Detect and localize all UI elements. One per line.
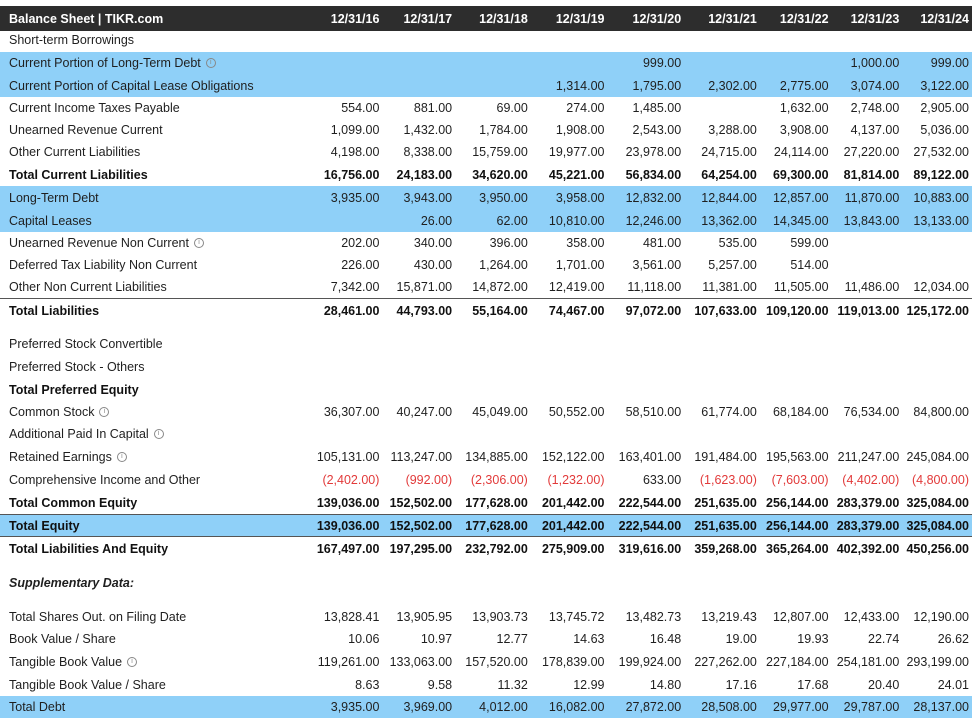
value-cell: 68,184.00 <box>772 405 829 419</box>
value-cell: 1,314.00 <box>555 78 605 93</box>
value-cell: 10,883.00 <box>913 190 969 205</box>
value-cell: 202.00 <box>341 236 380 250</box>
row-label <box>0 79 309 93</box>
row-label <box>0 191 309 205</box>
value-cell: 9.58 <box>427 677 453 692</box>
value-cell: 999.00 <box>930 56 969 70</box>
table-row-long-term-debt[interactable] <box>0 186 972 209</box>
table-row-supplementary-data[interactable] <box>0 571 972 595</box>
value-cell: 3,935.00 <box>330 700 380 714</box>
value-cell: 45,221.00 <box>548 167 605 182</box>
value-cell: 12,433.00 <box>843 609 900 624</box>
value-cell: 1,485.00 <box>632 101 682 115</box>
value-cell: 2,905.00 <box>920 101 969 115</box>
year-header[interactable]: 12/31/24 <box>920 11 969 26</box>
table-row-comprehensive-income-and-other[interactable] <box>0 468 972 491</box>
value-cell: 11.32 <box>497 677 528 692</box>
value-cell: 340.00 <box>413 236 453 250</box>
value-cell: 97,072.00 <box>625 303 682 318</box>
value-cell: 283,379.00 <box>836 518 900 533</box>
table-row-total-debt[interactable] <box>0 696 972 718</box>
value-cell: 62.00 <box>496 213 528 228</box>
table-row-unearned-revenue-non-current[interactable] <box>0 232 972 254</box>
value-cell: (4,800.00) <box>912 472 969 487</box>
value-cell: 5,257.00 <box>708 258 757 272</box>
table-row-capital-leases[interactable] <box>0 209 972 232</box>
value-cell: 11,118.00 <box>627 280 682 294</box>
value-cell: 2,748.00 <box>850 101 900 115</box>
value-cell: 226.00 <box>341 258 380 272</box>
value-cell: 481.00 <box>642 236 682 250</box>
row-label-text: Total Liabilities <box>9 303 100 318</box>
value-cell: 28,461.00 <box>323 303 380 318</box>
table-row-tangible-book-value[interactable] <box>0 650 972 673</box>
value-cell: 2,775.00 <box>779 78 829 93</box>
row-label-text: Supplementary Data: <box>9 576 135 590</box>
value-cell: 24,715.00 <box>701 145 757 159</box>
row-label <box>0 56 309 70</box>
value-cell: 50,552.00 <box>548 405 605 419</box>
row-label-text: Current Portion of Long-Term Debt <box>9 56 201 70</box>
table-row-total-equity[interactable] <box>0 514 972 537</box>
value-cell: 13,362.00 <box>701 213 757 228</box>
row-label-text: Current Portion of Capital Lease Obligations <box>9 78 254 93</box>
value-cell: 109,120.00 <box>766 303 829 318</box>
value-cell: 3,935.00 <box>330 190 380 205</box>
value-cell: 69.00 <box>496 101 528 115</box>
value-cell: 13,219.43 <box>701 609 757 624</box>
row-label <box>0 337 309 351</box>
value-cell: 1,795.00 <box>632 78 682 93</box>
row-label-text: Total Preferred Equity <box>9 382 139 397</box>
value-cell: 10.97 <box>420 632 453 646</box>
value-cell: 254,181.00 <box>836 654 900 669</box>
value-cell: 14.63 <box>573 632 605 646</box>
value-cell: 28,137.00 <box>913 700 969 714</box>
row-label-text: Book Value / Share <box>9 632 116 646</box>
value-cell: 1,099.00 <box>330 123 380 137</box>
value-cell: 7,342.00 <box>330 280 380 294</box>
value-cell: 251,635.00 <box>694 495 757 510</box>
value-cell: 105,131.00 <box>316 449 380 464</box>
value-cell: 3,561.00 <box>632 258 682 272</box>
value-cell: 3,074.00 <box>850 78 900 93</box>
value-cell: 134,885.00 <box>465 449 528 464</box>
value-cell: 36,307.00 <box>323 405 380 419</box>
table-row-total-current-liabilities[interactable] <box>0 163 972 186</box>
value-cell: 139,036.00 <box>316 495 380 510</box>
value-cell: 13,828.41 <box>323 609 380 624</box>
value-cell: 157,520.00 <box>465 654 528 669</box>
value-cell: 211,247.00 <box>837 449 900 464</box>
info-icon[interactable]: i <box>99 407 109 417</box>
value-cell: 3,969.00 <box>403 700 453 714</box>
value-cell: 325,084.00 <box>906 495 969 510</box>
value-cell: 64,254.00 <box>701 167 757 182</box>
value-cell: 13,903.73 <box>472 609 528 624</box>
value-cell: 1,264.00 <box>479 258 528 272</box>
value-cell: 535.00 <box>718 236 757 250</box>
value-cell: 201,442.00 <box>541 495 605 510</box>
value-cell: (2,402.00) <box>322 472 380 487</box>
row-label-text: Long-Term Debt <box>9 190 99 205</box>
value-cell: 554.00 <box>341 101 380 115</box>
row-label <box>0 280 309 294</box>
value-cell: 119,261.00 <box>317 654 380 669</box>
table-row-total-liabilities-and-equity[interactable] <box>0 537 972 560</box>
row-label-text: Capital Leases <box>9 213 92 228</box>
value-cell: 12,419.00 <box>548 280 605 294</box>
value-cell: 12,832.00 <box>625 190 682 205</box>
row-label-text: Common Stock <box>9 405 95 419</box>
row-label-text: Total Current Liabilities <box>9 167 148 182</box>
value-cell: 11,870.00 <box>844 190 900 205</box>
value-cell: 195,563.00 <box>766 449 829 464</box>
row-label <box>0 632 309 646</box>
value-cell: 24,114.00 <box>773 145 829 159</box>
year-header[interactable]: 12/31/23 <box>850 11 900 26</box>
row-label-text: Tangible Book Value / Share <box>9 677 166 692</box>
value-cell: 29,787.00 <box>843 700 900 714</box>
value-cell: 881.00 <box>413 101 453 115</box>
row-label <box>0 168 309 182</box>
value-cell: 15,871.00 <box>396 280 453 294</box>
value-cell: 61,774.00 <box>701 405 757 419</box>
value-cell: 84,800.00 <box>913 405 969 419</box>
value-cell: 191,484.00 <box>694 449 757 464</box>
row-label-text: Additional Paid In Capital <box>9 427 149 441</box>
value-cell: (1,232.00) <box>547 472 605 487</box>
value-cell: 12,190.00 <box>913 609 969 624</box>
value-cell: 633.00 <box>642 472 682 487</box>
value-cell: 227,262.00 <box>694 654 757 669</box>
info-icon[interactable]: i <box>117 452 127 462</box>
row-label-text: Other Non Current Liabilities <box>9 280 167 294</box>
value-cell: 450,256.00 <box>906 541 969 556</box>
table-row-additional-paid-in-capital[interactable] <box>0 423 972 445</box>
value-cell: 14.80 <box>649 677 682 692</box>
value-cell: 22.74 <box>868 632 900 646</box>
value-cell: 152,502.00 <box>389 518 453 533</box>
row-label <box>0 123 309 137</box>
row-label <box>0 427 309 441</box>
value-cell: 365,264.00 <box>766 541 829 556</box>
value-cell: 20.40 <box>868 677 900 692</box>
value-cell: 2,302.00 <box>708 78 757 93</box>
table-row-current-portion-of-long-term-debt[interactable] <box>0 52 972 74</box>
value-cell: 5,036.00 <box>920 123 969 137</box>
value-cell: 11,505.00 <box>773 280 829 294</box>
value-cell: 133,063.00 <box>389 654 453 669</box>
value-cell: 1,784.00 <box>479 123 528 137</box>
sheet-title: Balance Sheet | TIKR.com <box>9 11 164 26</box>
value-cell: 12,246.00 <box>625 213 682 228</box>
value-cell: 999.00 <box>642 56 682 70</box>
value-cell: 13,843.00 <box>843 213 900 228</box>
value-cell: 27,532.00 <box>913 145 969 159</box>
value-cell: 26.00 <box>420 213 453 228</box>
table-row-total-preferred-equity[interactable] <box>0 378 972 401</box>
value-cell: 19,977.00 <box>548 145 605 159</box>
value-cell: 178,839.00 <box>541 654 605 669</box>
table-row-current-portion-of-capital-lease-obligations[interactable] <box>0 74 972 97</box>
row-label <box>0 101 309 115</box>
row-label <box>0 360 309 374</box>
row-label-text: Unearned Revenue Current <box>9 123 163 137</box>
value-cell: 107,633.00 <box>694 303 757 318</box>
info-icon[interactable]: i <box>206 58 216 68</box>
year-header[interactable]: 12/31/21 <box>708 11 757 26</box>
value-cell: 3,958.00 <box>555 190 605 205</box>
row-label-text: Other Current Liabilities <box>9 145 141 159</box>
value-cell: 76,534.00 <box>843 405 900 419</box>
value-cell: 1,701.00 <box>555 258 605 272</box>
row-label <box>0 405 309 419</box>
row-label-text: Deferred Tax Liability Non Current <box>9 258 198 272</box>
value-cell: 113,247.00 <box>390 449 453 464</box>
value-cell: 1,000.00 <box>850 56 900 70</box>
value-cell: 58,510.00 <box>625 405 682 419</box>
year-header[interactable]: 12/31/20 <box>632 11 682 26</box>
value-cell: 19.00 <box>725 632 757 646</box>
value-cell: 12.99 <box>573 677 605 692</box>
value-cell: 227,184.00 <box>766 654 829 669</box>
value-cell: 256,144.00 <box>766 518 829 533</box>
table-row-preferred-stock-convertible[interactable] <box>0 333 972 355</box>
row-label <box>0 678 309 692</box>
row-label <box>0 700 309 714</box>
value-cell: 17.16 <box>725 677 757 692</box>
value-cell: 40,247.00 <box>396 405 453 419</box>
value-cell: 359,268.00 <box>694 541 757 556</box>
year-header[interactable]: 12/31/18 <box>479 11 528 26</box>
value-cell: (2,306.00) <box>470 472 528 487</box>
value-cell: 45,049.00 <box>472 405 528 419</box>
value-cell: 177,628.00 <box>465 518 528 533</box>
row-label <box>0 236 309 250</box>
row-label <box>0 496 309 510</box>
table-row-current-income-taxes-payable[interactable] <box>0 97 972 119</box>
value-cell: 10.06 <box>348 632 380 646</box>
value-cell: 10,810.00 <box>548 213 605 228</box>
value-cell: 139,036.00 <box>316 518 380 533</box>
row-label <box>0 214 309 228</box>
row-label-text: Total Debt <box>9 700 66 714</box>
value-cell: 26.62 <box>937 632 969 646</box>
row-label <box>0 33 309 47</box>
table-row-deferred-tax-liability-non-current[interactable] <box>0 254 972 276</box>
value-cell: 74,467.00 <box>548 303 605 318</box>
value-cell: 24,183.00 <box>396 167 453 182</box>
year-header[interactable]: 12/31/19 <box>555 11 605 26</box>
table-row-preferred-stock-others[interactable] <box>0 355 972 378</box>
value-cell: 12,034.00 <box>913 280 969 294</box>
value-cell: 16,082.00 <box>548 700 605 714</box>
value-cell: 3,908.00 <box>779 123 829 137</box>
table-row-unearned-revenue-current[interactable] <box>0 119 972 141</box>
value-cell: 4,198.00 <box>330 145 380 159</box>
value-cell: 12,844.00 <box>701 190 757 205</box>
info-icon[interactable]: i <box>127 657 137 667</box>
value-cell: 325,084.00 <box>906 518 969 533</box>
value-cell: 16,756.00 <box>323 167 380 182</box>
value-cell: 17.68 <box>797 677 829 692</box>
value-cell: 3,950.00 <box>479 190 528 205</box>
year-header[interactable]: 12/31/16 <box>330 11 380 26</box>
value-cell: 1,432.00 <box>403 123 453 137</box>
value-cell: 24.01 <box>937 677 969 692</box>
row-label <box>0 610 309 624</box>
row-label-text: Total Liabilities And Equity <box>9 541 169 556</box>
value-cell: 222,544.00 <box>618 495 682 510</box>
row-label-text: Preferred Stock - Others <box>9 359 145 374</box>
row-label <box>0 258 309 272</box>
row-label-text: Total Equity <box>9 518 80 533</box>
row-label-text: Comprehensive Income and Other <box>9 472 201 487</box>
value-cell: 11,486.00 <box>844 280 900 294</box>
table-row-other-current-liabilities[interactable] <box>0 141 972 163</box>
value-cell: 152,502.00 <box>389 495 453 510</box>
value-cell: 197,295.00 <box>389 541 453 556</box>
value-cell: 163,401.00 <box>618 449 682 464</box>
value-cell: 19.93 <box>797 632 829 646</box>
table-row-total-liabilities[interactable] <box>0 298 972 322</box>
value-cell: 396.00 <box>489 236 528 250</box>
year-header[interactable]: 12/31/22 <box>779 11 829 26</box>
value-cell: 293,199.00 <box>906 654 969 669</box>
row-label <box>0 450 309 464</box>
value-cell: 8.63 <box>355 677 380 692</box>
row-label <box>0 304 309 318</box>
row-label <box>0 576 309 590</box>
table-row-total-common-equity[interactable] <box>0 491 972 514</box>
row-label <box>0 655 309 669</box>
value-cell: 89,122.00 <box>913 167 969 182</box>
value-cell: 402,392.00 <box>836 541 900 556</box>
table-header <box>0 6 972 31</box>
value-cell: 11,381.00 <box>702 280 757 294</box>
value-cell: 13,745.72 <box>548 609 605 624</box>
value-cell: 13,905.95 <box>396 609 453 624</box>
row-label-text: Current Income Taxes Payable <box>9 101 180 115</box>
value-cell: 81,814.00 <box>843 167 900 182</box>
value-cell: 167,497.00 <box>316 541 380 556</box>
year-header[interactable]: 12/31/17 <box>403 11 453 26</box>
value-cell: 119,013.00 <box>837 303 900 318</box>
value-cell: 55,164.00 <box>472 303 528 318</box>
value-cell: 274.00 <box>566 101 605 115</box>
value-cell: 28,508.00 <box>701 700 757 714</box>
value-cell: 319,616.00 <box>618 541 682 556</box>
row-label <box>0 519 309 533</box>
value-cell: 2,543.00 <box>632 123 682 137</box>
value-cell: 3,288.00 <box>708 123 757 137</box>
value-cell: (4,402.00) <box>842 472 900 487</box>
row-label-text: Tangible Book Value <box>9 654 123 669</box>
row-label <box>0 473 309 487</box>
value-cell: 15,759.00 <box>472 145 528 159</box>
value-cell: (7,603.00) <box>771 472 829 487</box>
value-cell: 12,807.00 <box>772 609 829 624</box>
row-label <box>0 145 309 159</box>
value-cell: 245,084.00 <box>906 449 969 464</box>
value-cell: 275,909.00 <box>541 541 605 556</box>
value-cell: 125,172.00 <box>906 303 969 318</box>
row-label-text: Preferred Stock Convertible <box>9 337 163 351</box>
table-row-total-shares-out-on-filing-date[interactable] <box>0 605 972 628</box>
value-cell: 29,977.00 <box>772 700 829 714</box>
value-cell: 56,834.00 <box>625 167 682 182</box>
row-label-text: Unearned Revenue Non Current <box>9 236 189 250</box>
value-cell: 14,345.00 <box>772 213 829 228</box>
table-row-other-non-current-liabilities[interactable] <box>0 276 972 298</box>
value-cell: 12.77 <box>496 632 528 646</box>
value-cell: 201,442.00 <box>541 518 605 533</box>
value-cell: (992.00) <box>405 472 453 487</box>
row-label-text: Short-term Borrowings <box>9 33 135 47</box>
value-cell: 13,133.00 <box>913 213 969 228</box>
value-cell: 1,908.00 <box>555 123 605 137</box>
row-label-text: Total Shares Out. on Filing Date <box>9 609 187 624</box>
info-icon[interactable]: i <box>154 429 164 439</box>
value-cell: 3,122.00 <box>920 78 969 93</box>
table-row-retained-earnings[interactable] <box>0 445 972 468</box>
value-cell: 4,137.00 <box>850 123 900 137</box>
value-cell: 199,924.00 <box>618 654 682 669</box>
value-cell: 1,632.00 <box>779 101 829 115</box>
value-cell: 16.48 <box>649 632 682 646</box>
value-cell: 27,220.00 <box>843 145 900 159</box>
value-cell: 251,635.00 <box>694 518 757 533</box>
value-cell: 430.00 <box>413 258 453 272</box>
value-cell: 358.00 <box>566 236 605 250</box>
value-cell: 3,943.00 <box>403 190 453 205</box>
row-label <box>0 542 309 556</box>
value-cell: 13,482.73 <box>625 609 682 624</box>
value-cell: 514.00 <box>790 258 829 272</box>
value-cell: 27,872.00 <box>625 700 682 714</box>
info-icon[interactable]: i <box>194 238 204 248</box>
value-cell: 69,300.00 <box>772 167 829 182</box>
row-label-text: Total Common Equity <box>9 495 138 510</box>
value-cell: 4,012.00 <box>479 700 528 714</box>
table-row-tangible-book-value-share[interactable] <box>0 673 972 696</box>
value-cell: 23,978.00 <box>625 145 682 159</box>
value-cell: 256,144.00 <box>766 495 829 510</box>
row-label <box>0 383 309 397</box>
value-cell: 177,628.00 <box>465 495 528 510</box>
value-cell: 8,338.00 <box>403 145 453 159</box>
value-cell: 14,872.00 <box>472 280 528 294</box>
row-label-text: Retained Earnings <box>9 449 112 464</box>
table-row-book-value-share[interactable] <box>0 628 972 650</box>
value-cell: 232,792.00 <box>465 541 528 556</box>
value-cell: 599.00 <box>790 236 829 250</box>
value-cell: (1,623.00) <box>699 472 757 487</box>
value-cell: 152,122.00 <box>541 449 605 464</box>
value-cell: 222,544.00 <box>618 518 682 533</box>
table-row-common-stock[interactable] <box>0 401 972 423</box>
value-cell: 34,620.00 <box>472 167 528 182</box>
value-cell: 44,793.00 <box>396 303 453 318</box>
value-cell: 12,857.00 <box>772 190 829 205</box>
table-row-short-term-borrowings[interactable] <box>0 31 972 49</box>
value-cell: 283,379.00 <box>836 495 900 510</box>
